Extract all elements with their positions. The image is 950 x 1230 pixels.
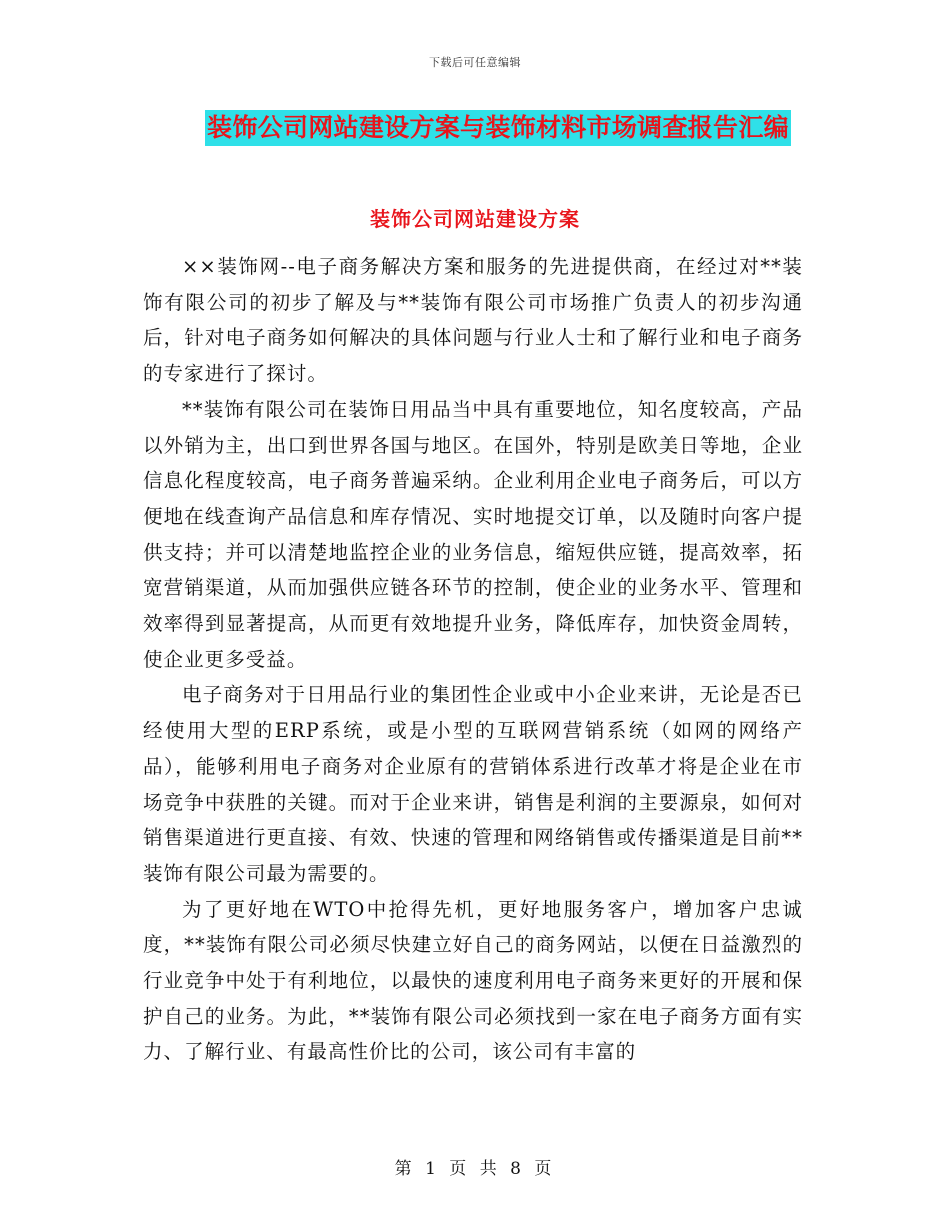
main-title-container: [0, 110, 950, 146]
page-number-footer: 第 1 页 共 8 页: [394, 1159, 556, 1179]
document-body: [143, 249, 803, 1070]
page-header-note: 下载后可任意编辑: [429, 56, 521, 69]
paragraph-1: ××装饰网--电子商务解决方案和服务的先进提供商，在经过对**装饰有限公司的初步了解及与**装饰有限公司市场推广负责人的初步沟通后，针对电子商务如何解决的具体问题与行业人士和了解行业和电子商务的专家进行了探讨。: [143, 255, 803, 386]
document-main-title: 装饰公司网站建设方案与装饰材料市场调查报告汇编: [205, 110, 791, 146]
paragraph-3: 电子商务对于日用品行业的集团性企业或中小企业来讲，无论是否已经使用大型的ERP系统，或是小型的互联网营销系统（如网的网络产品），能够利用电子商务对企业原有的营销体系进行改革才将是企业在市场竞争中获胜的关键。而对于企业来讲，销售是利润的主要源泉，如何对销售渠道进行更直接、有效、快速的管理和网络销售或传播渠道是目前**装饰有限公司最为需要的。: [143, 683, 803, 885]
paragraph-4: 为了更好地在WTO中抢得先机，更好地服务客户，增加客户忠诚度，**装饰有限公司必须尽快建立好自己的商务网站，以便在日益激烈的行业竞争中处于有利地位，以最快的速度利用电子商务来更好的开展和保护自己的业务。为此，**装饰有限公司必须找到一家在电子商务方面有实力、了解行业、有最高性价比的公司，该公司有丰富的: [143, 897, 803, 1064]
paragraph-2: **装饰有限公司在装饰日用品当中具有重要地位，知名度较高，产品以外销为主，出口到世界各国与地区。在国外，特别是欧美日等地，企业信息化程度较高，电子商务普遍采纳。企业利用企业电子商务后，可以方便地在线查询产品信息和库存情况、实时地提交订单，以及随时向客户提供支持；并可以清楚地监控企业的业务信息，缩短供应链，提高效率，拓宽营销渠道，从而加强供应链各环节的控制，使企业的业务水平、管理和效率得到显著提高，从而更有效地提升业务，降低库存，加快资金周转，使企业更多受益。: [143, 397, 803, 671]
section-title: 装饰公司网站建设方案: [370, 207, 580, 231]
